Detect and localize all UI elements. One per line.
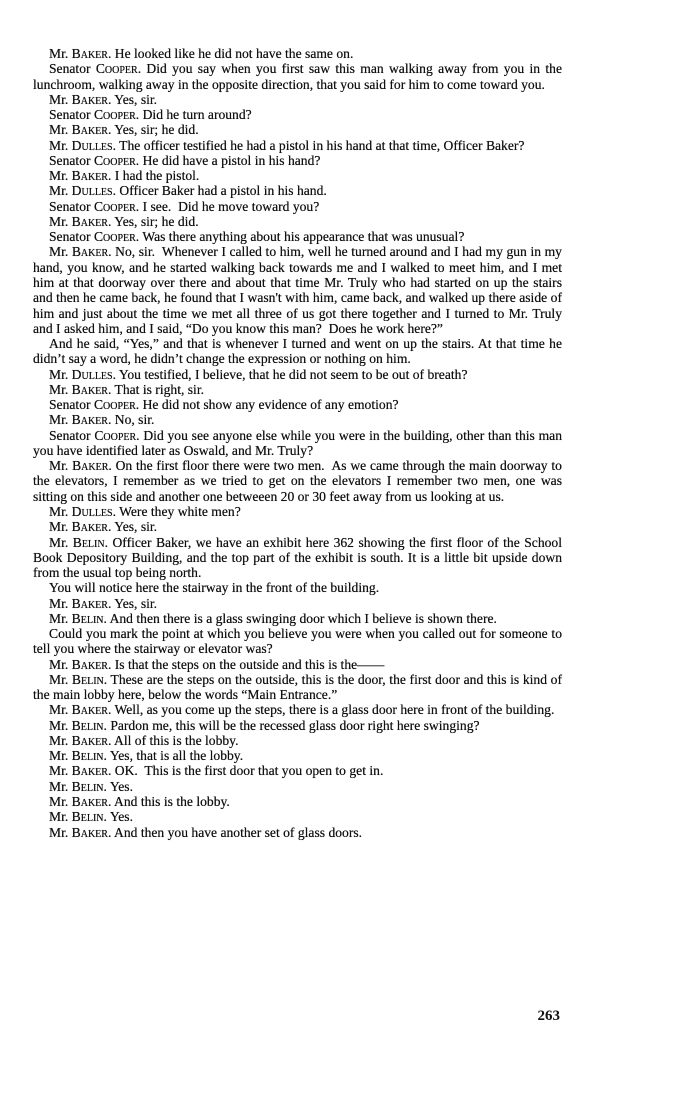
speaker-title: Mr. <box>49 717 69 733</box>
speaker-name: Baker. <box>71 824 112 840</box>
page-number: 263 <box>537 1008 560 1024</box>
speaker-name: Cooper. <box>93 229 140 245</box>
speech-text: All of this is the lobby. <box>114 732 239 748</box>
speaker-name: Belin. <box>71 778 107 794</box>
speech-text: Is that the steps on the outside and this is the—— <box>114 656 385 672</box>
speaker-title: Mr. <box>49 534 69 550</box>
speech-text: Yes. <box>109 809 133 825</box>
transcript-paragraph <box>33 596 562 611</box>
transcript-paragraph <box>33 122 562 137</box>
transcript-paragraph <box>33 611 562 626</box>
transcript-paragraph <box>33 412 562 427</box>
speech-text: On the first floor there were two men. As we came through the main doorway to the elevators, I remember as we tried to get on the elevators I remember two men, one was sitting on this side and another one betweeen 20 or 30 feet away from us looking at us. <box>33 458 566 504</box>
speech-text: No, sir. <box>114 412 155 428</box>
transcript-paragraph <box>33 183 562 198</box>
speaker-name: Baker. <box>71 168 112 184</box>
speaker-title: Mr. <box>49 794 69 810</box>
transcript-paragraph <box>33 626 566 657</box>
transcript-paragraph <box>33 458 566 504</box>
speech-text: Yes, sir. <box>114 519 158 535</box>
speech-text: OK. This is the first door that you open to get in. <box>114 763 384 779</box>
speaker-name: Baker. <box>72 458 112 474</box>
transcript-paragraph <box>33 809 562 824</box>
speaker-title: Mr. <box>49 702 69 718</box>
transcript-paragraph <box>33 504 562 519</box>
speaker-title: Mr. <box>49 244 69 260</box>
speaker-name: Cooper. <box>93 198 140 214</box>
speech-text: I had the pistol. <box>114 168 200 184</box>
transcript-paragraph <box>33 519 562 534</box>
speaker-title: Mr. <box>49 824 69 840</box>
speech-text: Yes, sir; he did. <box>114 213 199 229</box>
transcript-paragraph <box>33 214 562 229</box>
speech-text: And this is the lobby. <box>114 794 230 810</box>
speaker-title: Senator <box>49 152 91 168</box>
speaker-name: Baker. <box>71 519 112 535</box>
speech-text: That is right, sir. <box>114 381 205 397</box>
speech-text: Yes, sir; he did. <box>114 122 199 138</box>
speaker-title: Senator <box>49 198 91 214</box>
speaker-title: Mr. <box>49 656 69 672</box>
speech-text: Yes, sir. <box>114 595 158 611</box>
transcript-paragraph <box>33 229 562 244</box>
speaker-name: Belin. <box>72 534 108 550</box>
transcript-paragraph <box>33 61 566 92</box>
speaker-name: Baker. <box>71 213 112 229</box>
speech-text: These are the steps on the outside, this is the door, the first door and this is kind of the main lobby here, below the words “Main Entrance.” <box>33 671 566 703</box>
speaker-name: Cooper. <box>95 61 142 77</box>
transcript-paragraph <box>33 763 562 778</box>
speaker-title: Mr. <box>49 168 69 184</box>
speech-text: And then you have another set of glass doors. <box>114 824 363 840</box>
transcript-paragraph <box>33 825 562 840</box>
speaker-name: Belin. <box>71 809 107 825</box>
speaker-title: Mr. <box>49 213 69 229</box>
speaker-name: Cooper. <box>93 152 140 168</box>
transcript-paragraph <box>33 427 566 459</box>
speech-text: Yes. <box>109 778 133 794</box>
speech-text: The officer testified he had a pistol in his hand at that time, Officer Baker? <box>119 137 525 153</box>
speech-text: Officer Baker, we have an exhibit here 362 showing the first floor of the School Book Depository Building, and the top part of the exhibit is south. It is a little bit upside down from the usual top being north. <box>33 534 566 581</box>
transcript-paragraph <box>33 382 562 397</box>
speaker-title: Mr. <box>49 778 69 794</box>
transcript-paragraph <box>33 702 562 717</box>
transcript-paragraph <box>33 138 562 153</box>
transcript-paragraph <box>33 244 566 336</box>
speaker-title: Mr. <box>49 122 69 138</box>
speaker-title: Mr. <box>49 137 69 153</box>
speech-text: And he said, “Yes,” and that is whenever I turned and went on up the stairs. At that time he didn’t say a word, he didn’t change the expression or nothing on him. <box>33 336 566 367</box>
speaker-title: Mr. <box>49 748 69 764</box>
speech-text: Officer Baker had a pistol in his hand. <box>119 183 327 199</box>
speaker-title: Mr. <box>49 366 69 382</box>
transcript-paragraph <box>33 153 562 168</box>
speaker-name: Dulles. <box>71 503 116 519</box>
speaker-name: Baker. <box>71 91 112 107</box>
transcript-paragraph <box>33 718 562 733</box>
speaker-name: Baker. <box>71 244 112 260</box>
speech-text: Did he turn around? <box>142 107 252 123</box>
transcript-paragraph <box>33 199 562 214</box>
speaker-name: Belin. <box>71 610 107 626</box>
speaker-title: Mr. <box>49 809 69 825</box>
speaker-title: Senator <box>49 107 91 123</box>
speaker-title: Mr. <box>49 732 69 748</box>
speech-text: He looked like he did not have the same on. <box>114 46 354 61</box>
speaker-title: Mr. <box>49 763 69 779</box>
speaker-name: Baker. <box>71 122 112 138</box>
speech-text: He did have a pistol in his hand? <box>142 152 321 168</box>
speaker-title: Mr. <box>49 503 69 519</box>
transcript-paragraph <box>33 92 562 107</box>
speech-text: I see. Did he move toward you? <box>142 198 320 214</box>
speaker-name: Cooper. <box>93 107 140 123</box>
speech-text: Pardon me, this will be the recessed glass door right here swinging? <box>110 717 480 733</box>
speaker-name: Belin. <box>71 717 107 733</box>
speaker-name: Baker. <box>71 732 112 748</box>
transcript-paragraph <box>33 534 566 581</box>
speech-text: Could you mark the point at which you believe you were when you called out for someone to tell you where the stairway or elevator was? <box>33 626 566 657</box>
transcript-paragraph <box>33 733 562 748</box>
speaker-title: Mr. <box>49 610 69 626</box>
speaker-name: Belin. <box>71 748 107 764</box>
speech-text: He did not show any evidence of any emotion? <box>142 397 399 413</box>
speech-text: Was there anything about his appearance that was unusual? <box>142 229 465 245</box>
speaker-name: Cooper. <box>93 397 140 413</box>
transcript-paragraph <box>33 794 562 809</box>
speaker-name: Baker. <box>71 794 112 810</box>
speaker-title: Mr. <box>49 381 69 397</box>
speaker-name: Baker. <box>71 381 112 397</box>
transcript-paragraph <box>33 779 562 794</box>
speaker-title: Mr. <box>49 91 69 107</box>
speaker-name: Baker. <box>71 702 112 718</box>
transcript-paragraph <box>33 580 562 595</box>
speech-text: Were they white men? <box>119 503 241 519</box>
speaker-title: Mr. <box>49 412 69 428</box>
speech-text: No, sir. Whenever I called to him, well he turned around and I had my gun in my hand, you know, and he started walking back towards me and I walked to meet him, and I met him at that doorway over there and about that time Mr. Truly who had started on up the stairs and then he came back, he found that I wasn't with him, came back, and walked up there aside of him and just about the time we met all three of us got there together and I turned to Mr. Truly and I asked him, and I said, “Do you know this man? Does he work here?” <box>33 244 566 336</box>
speech-text: Did you see anyone else while you were in the building, other than this man you have identified later as Oswald, and Mr. Truly? <box>33 427 566 458</box>
transcript-paragraph <box>33 748 562 763</box>
transcript-paragraph <box>33 657 562 672</box>
speech-text: You will notice here the stairway in the front of the building. <box>49 580 380 596</box>
speaker-name: Baker. <box>71 656 112 672</box>
speaker-title: Mr. <box>49 671 69 687</box>
speech-text: And then there is a glass swinging door which I believe is shown there. <box>109 610 497 626</box>
speaker-title: Mr. <box>49 519 69 535</box>
transcript-paragraph <box>33 397 562 412</box>
speaker-title: Senator <box>49 229 91 245</box>
speaker-name: Dulles. <box>71 366 116 382</box>
speaker-name: Cooper. <box>94 427 140 443</box>
speaker-name: Dulles. <box>71 137 116 153</box>
speaker-title: Mr. <box>49 46 69 61</box>
speaker-title: Senator <box>49 397 91 413</box>
transcript-paragraph <box>33 46 562 61</box>
transcript-paragraph <box>33 671 566 703</box>
speaker-title: Mr. <box>49 595 69 611</box>
speaker-name: Baker. <box>71 412 112 428</box>
transcript-paragraph <box>33 107 562 122</box>
transcript-paragraph <box>33 367 562 382</box>
speech-text: Well, as you come up the steps, there is a glass door here in front of the building. <box>114 702 555 718</box>
transcript-body <box>33 46 566 840</box>
speech-text: Did you say when you first saw this man walking away from you in the lunchroom, walking away in the opposite direction, that you said for him to come toward you. <box>33 61 566 92</box>
transcript-paragraph <box>33 336 566 367</box>
speaker-name: Dulles. <box>71 183 116 199</box>
speaker-name: Baker. <box>71 46 112 61</box>
speaker-title: Senator <box>49 427 91 443</box>
speaker-title: Senator <box>49 61 91 77</box>
speech-text: Yes, that is all the lobby. <box>109 748 244 764</box>
speech-text: Yes, sir. <box>114 91 158 107</box>
speech-text: You testified, I believe, that he did not seem to be out of breath? <box>118 366 468 382</box>
speaker-name: Belin. <box>71 671 108 687</box>
speaker-title: Mr. <box>49 458 69 474</box>
transcript-paragraph <box>33 168 562 183</box>
speaker-title: Mr. <box>49 183 69 199</box>
speaker-name: Baker. <box>71 763 112 779</box>
speaker-name: Baker. <box>71 595 112 611</box>
